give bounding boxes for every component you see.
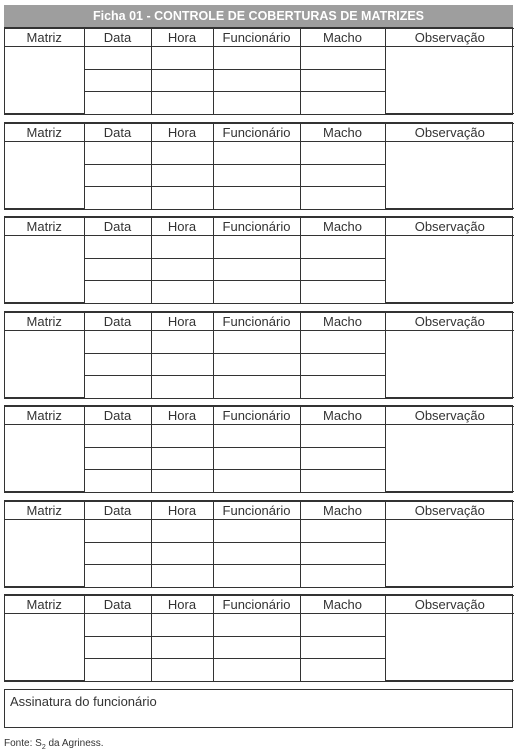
- coverage-block: [4, 500, 513, 588]
- column-header: Hora: [151, 313, 213, 331]
- data-cell[interactable]: [84, 520, 151, 543]
- macho-cell[interactable]: [300, 447, 385, 470]
- header-row: [5, 124, 514, 142]
- column-header: Data: [84, 124, 151, 142]
- coverage-table: [5, 501, 514, 587]
- column-header: Macho: [300, 502, 385, 520]
- matriz-cell[interactable]: [5, 142, 84, 209]
- column-header: Hora: [151, 407, 213, 425]
- column-header: Funcionário: [213, 124, 300, 142]
- data-cell[interactable]: [84, 142, 151, 165]
- funcionario-cell[interactable]: [213, 187, 300, 209]
- column-header: Matriz: [5, 502, 84, 520]
- coverage-block: [4, 594, 513, 682]
- hora-cell[interactable]: [151, 258, 213, 281]
- header-row: [5, 29, 514, 47]
- header-row: [5, 596, 514, 614]
- table-row: [5, 425, 514, 448]
- hora-cell[interactable]: [151, 236, 213, 259]
- column-header: Funcionário: [213, 407, 300, 425]
- column-header: Macho: [300, 596, 385, 614]
- macho-cell[interactable]: [300, 565, 385, 587]
- observacao-cell[interactable]: [385, 520, 514, 587]
- column-header: Funcionário: [213, 313, 300, 331]
- funcionario-cell[interactable]: [213, 470, 300, 492]
- column-header: Matriz: [5, 407, 84, 425]
- matriz-cell[interactable]: [5, 425, 84, 492]
- data-cell[interactable]: [84, 614, 151, 637]
- column-header: Observação: [385, 29, 514, 47]
- header-row: [5, 313, 514, 331]
- table-row: [5, 47, 514, 70]
- matriz-cell[interactable]: [5, 331, 84, 398]
- data-cell[interactable]: [84, 425, 151, 448]
- hora-cell[interactable]: [151, 142, 213, 165]
- macho-cell[interactable]: [300, 142, 385, 165]
- column-header: Funcionário: [213, 218, 300, 236]
- macho-cell[interactable]: [300, 542, 385, 565]
- funcionario-cell[interactable]: [213, 376, 300, 398]
- coverage-table: [5, 312, 514, 398]
- coverage-block: [4, 122, 513, 210]
- observacao-cell[interactable]: [385, 331, 514, 398]
- funcionario-cell[interactable]: [213, 447, 300, 470]
- column-header: Hora: [151, 502, 213, 520]
- macho-cell[interactable]: [300, 636, 385, 659]
- macho-cell[interactable]: [300, 281, 385, 303]
- column-header: Macho: [300, 313, 385, 331]
- funcionario-cell[interactable]: [213, 92, 300, 114]
- data-cell[interactable]: [84, 542, 151, 565]
- hora-cell[interactable]: [151, 187, 213, 209]
- macho-cell[interactable]: [300, 69, 385, 92]
- source-subscript: 2: [41, 744, 46, 751]
- macho-cell[interactable]: [300, 470, 385, 492]
- coverage-table: [5, 123, 514, 209]
- form-title: Ficha 01 - CONTROLE DE COBERTURAS DE MATRIZES: [4, 5, 513, 27]
- funcionario-cell[interactable]: [213, 281, 300, 303]
- matriz-cell[interactable]: [5, 47, 84, 114]
- column-header: Matriz: [5, 29, 84, 47]
- hora-cell[interactable]: [151, 636, 213, 659]
- data-cell[interactable]: [84, 447, 151, 470]
- funcionario-cell[interactable]: [213, 520, 300, 543]
- column-header: Funcionário: [213, 596, 300, 614]
- hora-cell[interactable]: [151, 69, 213, 92]
- hora-cell[interactable]: [151, 470, 213, 492]
- hora-cell[interactable]: [151, 353, 213, 376]
- column-header: Hora: [151, 596, 213, 614]
- coverage-block: [4, 405, 513, 493]
- column-header: Macho: [300, 124, 385, 142]
- column-header: Funcionário: [213, 29, 300, 47]
- source-note: [4, 738, 104, 751]
- observacao-cell[interactable]: [385, 142, 514, 209]
- macho-cell[interactable]: [300, 614, 385, 637]
- funcionario-cell[interactable]: [213, 614, 300, 637]
- hora-cell[interactable]: [151, 659, 213, 681]
- header-row: [5, 218, 514, 236]
- data-cell[interactable]: [84, 281, 151, 303]
- hora-cell[interactable]: [151, 614, 213, 637]
- column-header: Matriz: [5, 596, 84, 614]
- source-suffix: da Agriness.: [45, 738, 104, 749]
- data-cell[interactable]: [84, 659, 151, 681]
- funcionario-cell[interactable]: [213, 142, 300, 165]
- macho-cell[interactable]: [300, 659, 385, 681]
- funcionario-cell[interactable]: [213, 565, 300, 587]
- column-header: Data: [84, 29, 151, 47]
- funcionario-cell[interactable]: [213, 69, 300, 92]
- funcionario-cell[interactable]: [213, 542, 300, 565]
- column-header: Macho: [300, 407, 385, 425]
- table-row: [5, 236, 514, 259]
- observacao-cell[interactable]: [385, 425, 514, 492]
- data-cell[interactable]: [84, 258, 151, 281]
- macho-cell[interactable]: [300, 47, 385, 70]
- funcionario-cell[interactable]: [213, 47, 300, 70]
- observacao-cell[interactable]: [385, 614, 514, 681]
- macho-cell[interactable]: [300, 187, 385, 209]
- funcionario-cell[interactable]: [213, 353, 300, 376]
- hora-cell[interactable]: [151, 47, 213, 70]
- hora-cell[interactable]: [151, 520, 213, 543]
- macho-cell[interactable]: [300, 164, 385, 187]
- column-header: Observação: [385, 596, 514, 614]
- hora-cell[interactable]: [151, 542, 213, 565]
- column-header: Macho: [300, 29, 385, 47]
- coverage-table: [5, 595, 514, 681]
- funcionario-cell[interactable]: [213, 636, 300, 659]
- data-cell[interactable]: [84, 376, 151, 398]
- funcionario-cell[interactable]: [213, 425, 300, 448]
- data-cell[interactable]: [84, 353, 151, 376]
- funcionario-cell[interactable]: [213, 659, 300, 681]
- observacao-cell[interactable]: [385, 47, 514, 114]
- data-cell[interactable]: [84, 331, 151, 354]
- column-header: Observação: [385, 218, 514, 236]
- hora-cell[interactable]: [151, 425, 213, 448]
- hora-cell[interactable]: [151, 376, 213, 398]
- coverage-table: [5, 28, 514, 114]
- data-cell[interactable]: [84, 236, 151, 259]
- table-row: [5, 614, 514, 637]
- signature-box[interactable]: [4, 689, 513, 728]
- data-cell[interactable]: [84, 92, 151, 114]
- source-prefix: Fonte: S: [4, 738, 42, 749]
- matriz-cell[interactable]: [5, 614, 84, 681]
- column-header: Data: [84, 596, 151, 614]
- hora-cell[interactable]: [151, 565, 213, 587]
- coverage-block: [4, 27, 513, 115]
- table-row: [5, 520, 514, 543]
- macho-cell[interactable]: [300, 331, 385, 354]
- coverage-table: [5, 217, 514, 303]
- column-header: Data: [84, 218, 151, 236]
- data-cell[interactable]: [84, 164, 151, 187]
- column-header: Data: [84, 407, 151, 425]
- macho-cell[interactable]: [300, 425, 385, 448]
- column-header: Matriz: [5, 313, 84, 331]
- macho-cell[interactable]: [300, 258, 385, 281]
- macho-cell[interactable]: [300, 376, 385, 398]
- matriz-cell[interactable]: [5, 520, 84, 587]
- macho-cell[interactable]: [300, 92, 385, 114]
- column-header: Data: [84, 502, 151, 520]
- hora-cell[interactable]: [151, 281, 213, 303]
- table-row: [5, 142, 514, 165]
- data-cell[interactable]: [84, 187, 151, 209]
- column-header: Funcionário: [213, 502, 300, 520]
- macho-cell[interactable]: [300, 236, 385, 259]
- table-row: [5, 331, 514, 354]
- hora-cell[interactable]: [151, 92, 213, 114]
- hora-cell[interactable]: [151, 164, 213, 187]
- observacao-cell[interactable]: [385, 236, 514, 303]
- data-cell[interactable]: [84, 565, 151, 587]
- macho-cell[interactable]: [300, 353, 385, 376]
- column-header: Matriz: [5, 218, 84, 236]
- coverage-table: [5, 406, 514, 492]
- column-header: Observação: [385, 407, 514, 425]
- macho-cell[interactable]: [300, 520, 385, 543]
- data-cell[interactable]: [84, 69, 151, 92]
- header-row: [5, 502, 514, 520]
- header-row: [5, 407, 514, 425]
- column-header: Hora: [151, 124, 213, 142]
- data-cell[interactable]: [84, 470, 151, 492]
- column-header: Matriz: [5, 124, 84, 142]
- hora-cell[interactable]: [151, 331, 213, 354]
- signature-label: Assinatura do funcionário: [10, 694, 157, 709]
- coverage-block: [4, 216, 513, 304]
- data-cell[interactable]: [84, 636, 151, 659]
- funcionario-cell[interactable]: [213, 164, 300, 187]
- coverage-block: [4, 311, 513, 399]
- column-header: Macho: [300, 218, 385, 236]
- column-header: Observação: [385, 313, 514, 331]
- matriz-cell[interactable]: [5, 236, 84, 303]
- funcionario-cell[interactable]: [213, 258, 300, 281]
- column-header: Observação: [385, 124, 514, 142]
- column-header: Hora: [151, 218, 213, 236]
- column-header: Data: [84, 313, 151, 331]
- column-header: Hora: [151, 29, 213, 47]
- funcionario-cell[interactable]: [213, 236, 300, 259]
- data-cell[interactable]: [84, 47, 151, 70]
- funcionario-cell[interactable]: [213, 331, 300, 354]
- hora-cell[interactable]: [151, 447, 213, 470]
- column-header: Observação: [385, 502, 514, 520]
